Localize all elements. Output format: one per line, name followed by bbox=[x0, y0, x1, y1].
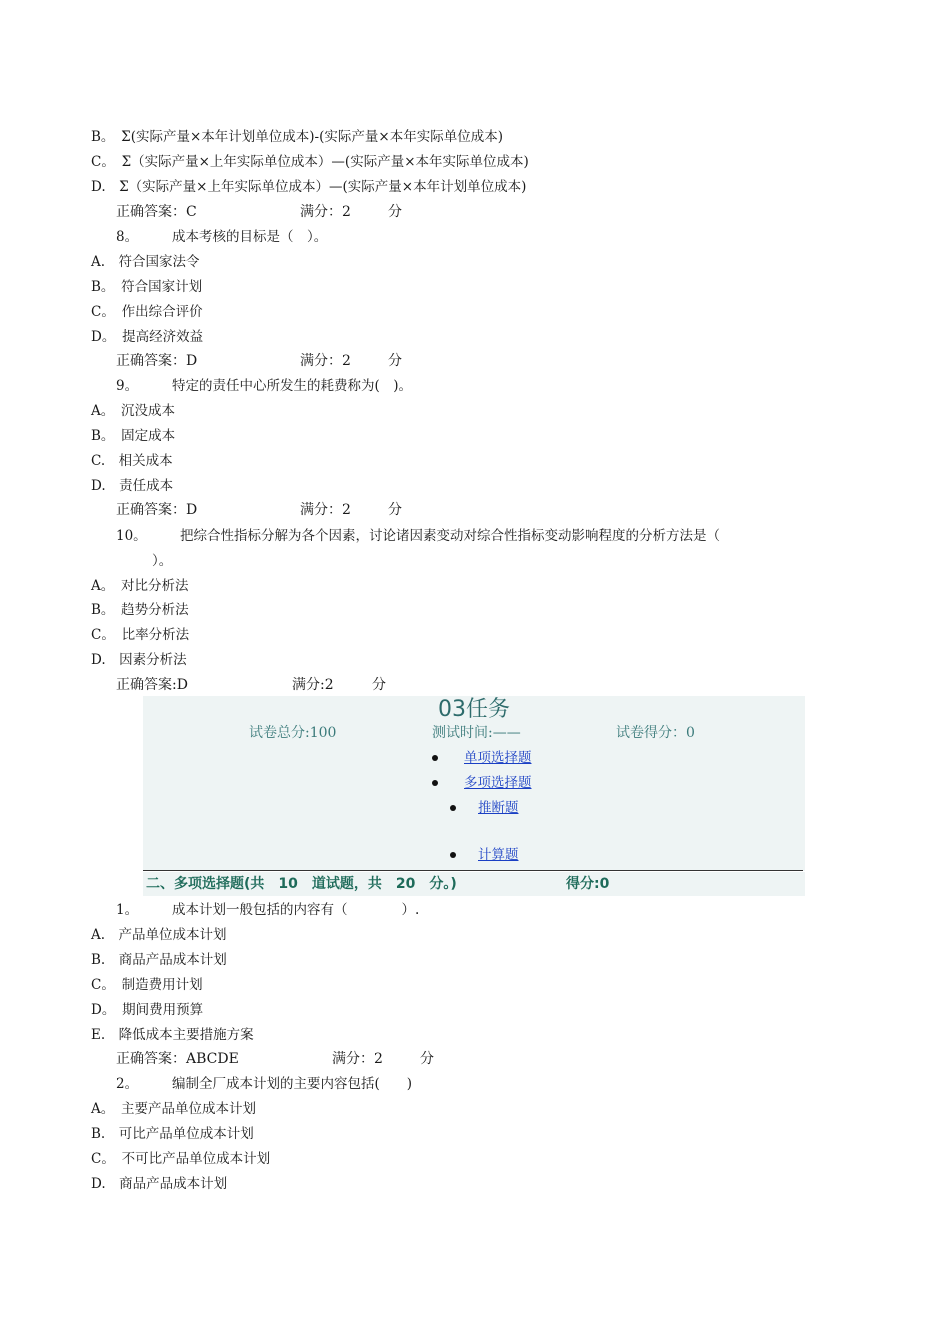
nav-multiple-choice-link[interactable]: 多项选择题 bbox=[464, 775, 532, 791]
m2-option-c: C。 不可比产品单位成本计划 bbox=[91, 1151, 271, 1167]
section-score: 得分:0 bbox=[566, 876, 610, 892]
nav-calculation-link[interactable]: 计算题 bbox=[478, 847, 519, 863]
q9-number: 9。 bbox=[116, 378, 139, 394]
section-title: 二、多项选择题(共 10 道试题，共 20 分。) bbox=[146, 876, 457, 892]
m2-number: 2。 bbox=[116, 1076, 139, 1092]
q10-option-c: C。 比率分析法 bbox=[91, 627, 190, 643]
q10-text-continued: ）。 bbox=[152, 553, 173, 569]
q9-option-a: A。 沉没成本 bbox=[91, 403, 175, 419]
q10-number: 10。 bbox=[116, 528, 147, 544]
q9-full-score: 满分：2 bbox=[300, 502, 351, 518]
bullet-icon bbox=[432, 780, 438, 786]
q10-full-score: 满分:2 bbox=[292, 677, 334, 693]
q8-option-d: D。 提高经济效益 bbox=[91, 329, 204, 345]
m1-score-unit: 分 bbox=[420, 1051, 434, 1067]
nav-judgment-link[interactable]: 推断题 bbox=[478, 800, 519, 816]
task-title: 03任务 bbox=[438, 697, 510, 722]
m1-correct-answer: 正确答案：ABCDE bbox=[116, 1051, 239, 1067]
q8-option-a: A. 符合国家法令 bbox=[91, 254, 200, 270]
m2-text: 编制全厂成本计划的主要内容包括( ) bbox=[172, 1076, 413, 1092]
q10-option-a: A。 对比分析法 bbox=[91, 578, 189, 594]
q9-score-unit: 分 bbox=[388, 502, 402, 518]
q8-score-unit: 分 bbox=[388, 353, 402, 369]
m1-option-c: C。 制造费用计划 bbox=[91, 977, 203, 993]
m1-full-score: 满分：2 bbox=[332, 1051, 383, 1067]
q9-option-d: D. 责任成本 bbox=[91, 478, 174, 494]
q9-option-b: B。 固定成本 bbox=[91, 428, 176, 444]
q10-text: 把综合性指标分解为各个因素，讨论诸因素变动对综合性指标变动影响程度的分析方法是（ bbox=[180, 528, 720, 544]
q7-option-d: D. Σ（实际产量×上年实际单位成本）—(实际产量×本年计划单位成本) bbox=[91, 179, 527, 195]
m2-option-d: D. 商品产品成本计划 bbox=[91, 1176, 228, 1192]
q7-option-b: B。 Σ(实际产量×本年计划单位成本)-(实际产量×本年实际单位成本) bbox=[91, 129, 503, 145]
q8-correct-answer: 正确答案：D bbox=[116, 353, 198, 369]
bullet-icon bbox=[450, 852, 456, 858]
q10-option-b: B。 趋势分析法 bbox=[91, 602, 189, 618]
m1-option-d: D。 期间费用预算 bbox=[91, 1002, 204, 1018]
q10-correct-answer: 正确答案:D bbox=[116, 677, 188, 693]
q7-option-c: C。 Σ（实际产量×上年实际单位成本）—(实际产量×本年实际单位成本) bbox=[91, 154, 529, 170]
bullet-icon bbox=[450, 805, 456, 811]
m1-option-b: B. 商品产品成本计划 bbox=[91, 952, 227, 968]
nav-single-choice-link[interactable]: 单项选择题 bbox=[464, 750, 532, 766]
q7-correct-answer: 正确答案：C bbox=[116, 204, 197, 220]
q10-score-unit: 分 bbox=[372, 677, 386, 693]
total-score: 试卷总分:100 bbox=[249, 725, 337, 741]
q9-text: 特定的责任中心所发生的耗费称为( )。 bbox=[172, 378, 413, 394]
m1-option-a: A. 产品单位成本计划 bbox=[91, 927, 227, 943]
exam-score: 试卷得分：0 bbox=[616, 725, 695, 741]
q7-score-unit: 分 bbox=[388, 204, 402, 220]
m2-option-b: B. 可比产品单位成本计划 bbox=[91, 1126, 254, 1142]
q7-full-score: 满分：2 bbox=[300, 204, 351, 220]
bullet-icon bbox=[432, 755, 438, 761]
divider bbox=[143, 870, 803, 871]
m1-option-e: E. 降低成本主要措施方案 bbox=[91, 1027, 254, 1043]
m1-text: 成本计划一般包括的内容有（ ）. bbox=[172, 902, 420, 918]
q8-full-score: 满分：2 bbox=[300, 353, 351, 369]
task-panel bbox=[143, 696, 805, 871]
q8-number: 8。 bbox=[116, 229, 139, 245]
q10-option-d: D. 因素分析法 bbox=[91, 652, 187, 668]
q9-option-c: C. 相关成本 bbox=[91, 453, 173, 469]
q8-option-c: C。 作出综合评价 bbox=[91, 304, 203, 320]
m2-option-a: A。 主要产品单位成本计划 bbox=[91, 1101, 256, 1117]
q9-correct-answer: 正确答案：D bbox=[116, 502, 198, 518]
m1-number: 1。 bbox=[116, 902, 139, 918]
test-time: 测试时间:—— bbox=[432, 725, 521, 741]
q8-option-b: B。 符合国家计划 bbox=[91, 279, 203, 295]
q8-text: 成本考核的目标是（ ）。 bbox=[172, 229, 328, 245]
